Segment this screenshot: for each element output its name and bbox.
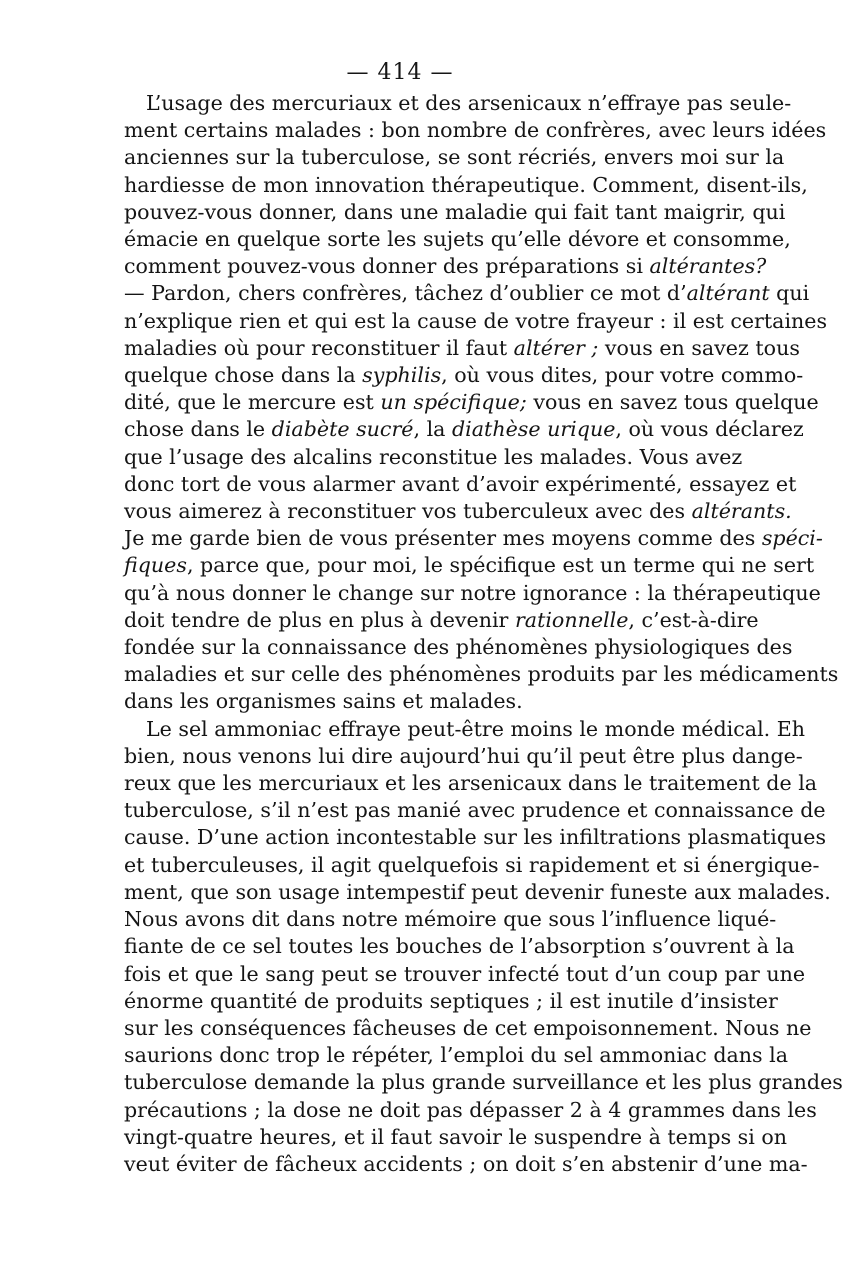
text-line — [124, 498, 792, 525]
text-line — [124, 1097, 817, 1124]
page-number: — 414 — — [346, 60, 454, 85]
text-segment: énorme quantité de produits septiques ; il est inutile d’insister — [124, 988, 778, 1013]
text-segment: hardiesse de mon innovation thérapeutique. Comment, disent-ils, — [124, 172, 808, 197]
text-line — [124, 688, 676, 715]
text-segment: qui — [769, 281, 810, 306]
text-line — [124, 90, 792, 117]
text-line — [124, 770, 818, 797]
text-line — [124, 471, 797, 498]
text-segment: Le sel ammoniac effraye peut-être moins le monde médical. Eh — [146, 716, 806, 741]
text-segment: vous en savez tous — [598, 335, 800, 360]
text-line — [124, 226, 791, 253]
text-segment: , où vous déclarez — [615, 417, 804, 442]
text-line — [124, 1015, 812, 1042]
text-line — [124, 389, 819, 416]
italic-text: altérantes? — [649, 254, 767, 279]
text-line — [124, 199, 786, 226]
text-segment: que l’usage des alcalins reconstitue les malades. Vous avez — [124, 444, 743, 469]
text-segment: veut éviter de fâcheux accidents ; on doit s’en abstenir d’une ma- — [124, 1151, 808, 1176]
text-segment: dité, que le mercure est — [124, 390, 381, 415]
text-segment: donc tort de vous alarmer avant d’avoir expérimenté, essayez et — [124, 471, 797, 496]
text-segment: — Pardon, chers confrères, tâchez d’oublier ce mot d’ — [124, 281, 687, 306]
text-line — [124, 416, 804, 443]
text-segment: sur les conséquences fâcheuses de cet empoisonnement. Nous ne — [124, 1015, 812, 1040]
italic-text: fiques — [124, 553, 187, 578]
text-segment: , où vous dites, pour votre commo- — [441, 363, 804, 388]
text-line — [124, 335, 800, 362]
italic-text: un spécifique; — [380, 390, 527, 415]
text-segment: , la — [413, 417, 452, 442]
italic-text: altérant — [686, 281, 770, 306]
text-line — [124, 552, 815, 579]
text-line — [124, 172, 808, 199]
text-segment: fondée sur la connaissance des phénomènes physiologiques des — [124, 635, 793, 660]
text-segment: ment certains malades : bon nombre de confrères, avec leurs idées — [124, 118, 827, 143]
text-line — [124, 634, 793, 661]
text-segment: , parce que, pour moi, le spécifique est un terme qui ne sert — [186, 553, 815, 578]
text-segment: saurions donc trop le répéter, l’emploi du sel ammoniac dans la — [124, 1043, 789, 1068]
text-line — [124, 879, 831, 906]
body-text — [124, 90, 843, 1178]
text-segment: tuberculose demande la plus grande surveillance et les plus grandes — [124, 1070, 843, 1095]
text-segment: L’usage des mercuriaux et des arsenicaux n’effraye pas seule- — [146, 91, 792, 115]
text-segment: précautions ; la dose ne doit pas dépasser 2 à 4 grammes dans les — [124, 1097, 817, 1122]
italic-text: altérer ; — [513, 335, 599, 360]
text-segment: ment, que son usage intempestif peut devenir funeste aux malades. — [124, 879, 831, 904]
text-segment: doit tendre de plus en plus à devenir — [124, 607, 515, 632]
text-line — [124, 661, 839, 688]
text-segment: émacie en quelque sorte les sujets qu’elle dévore et consomme, — [124, 227, 791, 252]
text-line — [124, 797, 826, 824]
text-line — [124, 308, 828, 335]
text-line — [124, 1069, 843, 1096]
text-segment: , c’est-à-dire — [628, 607, 759, 632]
text-line — [124, 144, 785, 171]
book-page — [124, 58, 843, 1178]
text-line — [124, 1042, 789, 1069]
text-segment: n’explique rien et qui est la cause de votre frayeur : il est certaines — [124, 308, 828, 333]
text-segment: et tuberculeuses, il agit quelquefois si rapidement et si énergique- — [124, 852, 820, 877]
text-line — [124, 906, 777, 933]
text-line — [124, 933, 795, 960]
text-segment: reux que les mercuriaux et les arsenicaux dans le traitement de la — [124, 771, 818, 796]
text-segment: dans les organismes sains et malades. — [124, 689, 523, 714]
text-segment: pouvez-vous donner, dans une maladie qui fait tant maigrir, qui — [124, 199, 786, 224]
text-line — [124, 117, 827, 144]
text-segment: comment pouvez-vous donner des préparations si — [124, 254, 650, 279]
text-segment: chose dans le — [124, 417, 272, 442]
text-line — [124, 607, 759, 634]
text-segment: fiante de ce sel toutes les bouches de l’absorption s’ouvrent à la — [124, 934, 795, 959]
text-segment: vous aimerez à reconstituer vos tuberculeux avec des — [124, 499, 692, 524]
text-line — [124, 1151, 808, 1178]
text-segment: maladies où pour reconstituer il faut — [124, 335, 514, 360]
text-line — [124, 444, 743, 471]
text-segment: maladies et sur celle des phénomènes produits par les médicaments — [124, 662, 839, 687]
text-segment: fois et que le sang peut se trouver infecté tout d’un coup par une — [124, 961, 806, 986]
text-line — [124, 743, 803, 770]
text-line — [124, 525, 823, 552]
text-line — [124, 280, 810, 307]
italic-text: diabète sucré — [271, 417, 414, 442]
italic-text: diathèse urique — [452, 417, 616, 442]
text-segment: vous en savez tous quelque — [526, 390, 819, 415]
text-segment: quelque chose dans la — [124, 363, 363, 388]
text-segment: Je me garde bien de vous présenter mes moyens comme des — [124, 526, 762, 551]
italic-text: altérants. — [691, 499, 792, 524]
text-line — [124, 362, 804, 389]
text-line — [124, 852, 820, 879]
text-line — [124, 988, 778, 1015]
text-line — [124, 961, 806, 988]
text-line — [124, 716, 806, 743]
text-line — [124, 253, 767, 280]
text-segment: vingt-quatre heures, et il faut savoir le suspendre à temps si on — [124, 1124, 788, 1149]
text-line — [124, 824, 827, 851]
text-segment: bien, nous venons lui dire aujourd’hui qu’il peut être plus dange- — [124, 743, 803, 768]
text-segment: cause. D’une action incontestable sur les infiltrations plasmatiques — [124, 825, 827, 850]
text-segment: Nous avons dit dans notre mémoire que sous l’influence liqué- — [124, 907, 777, 932]
text-line — [124, 580, 821, 607]
text-segment: tuberculose, s’il n’est pas manié avec prudence et connaissance de — [124, 798, 826, 823]
italic-text: rationnelle — [514, 607, 629, 632]
italic-text: spéci- — [761, 526, 823, 551]
text-line — [124, 1124, 788, 1151]
text-segment: qu’à nous donner le change sur notre ignorance : la thérapeutique — [124, 580, 821, 605]
italic-text: syphilis — [362, 363, 442, 388]
text-segment: anciennes sur la tuberculose, se sont récriés, envers moi sur la — [124, 145, 785, 170]
